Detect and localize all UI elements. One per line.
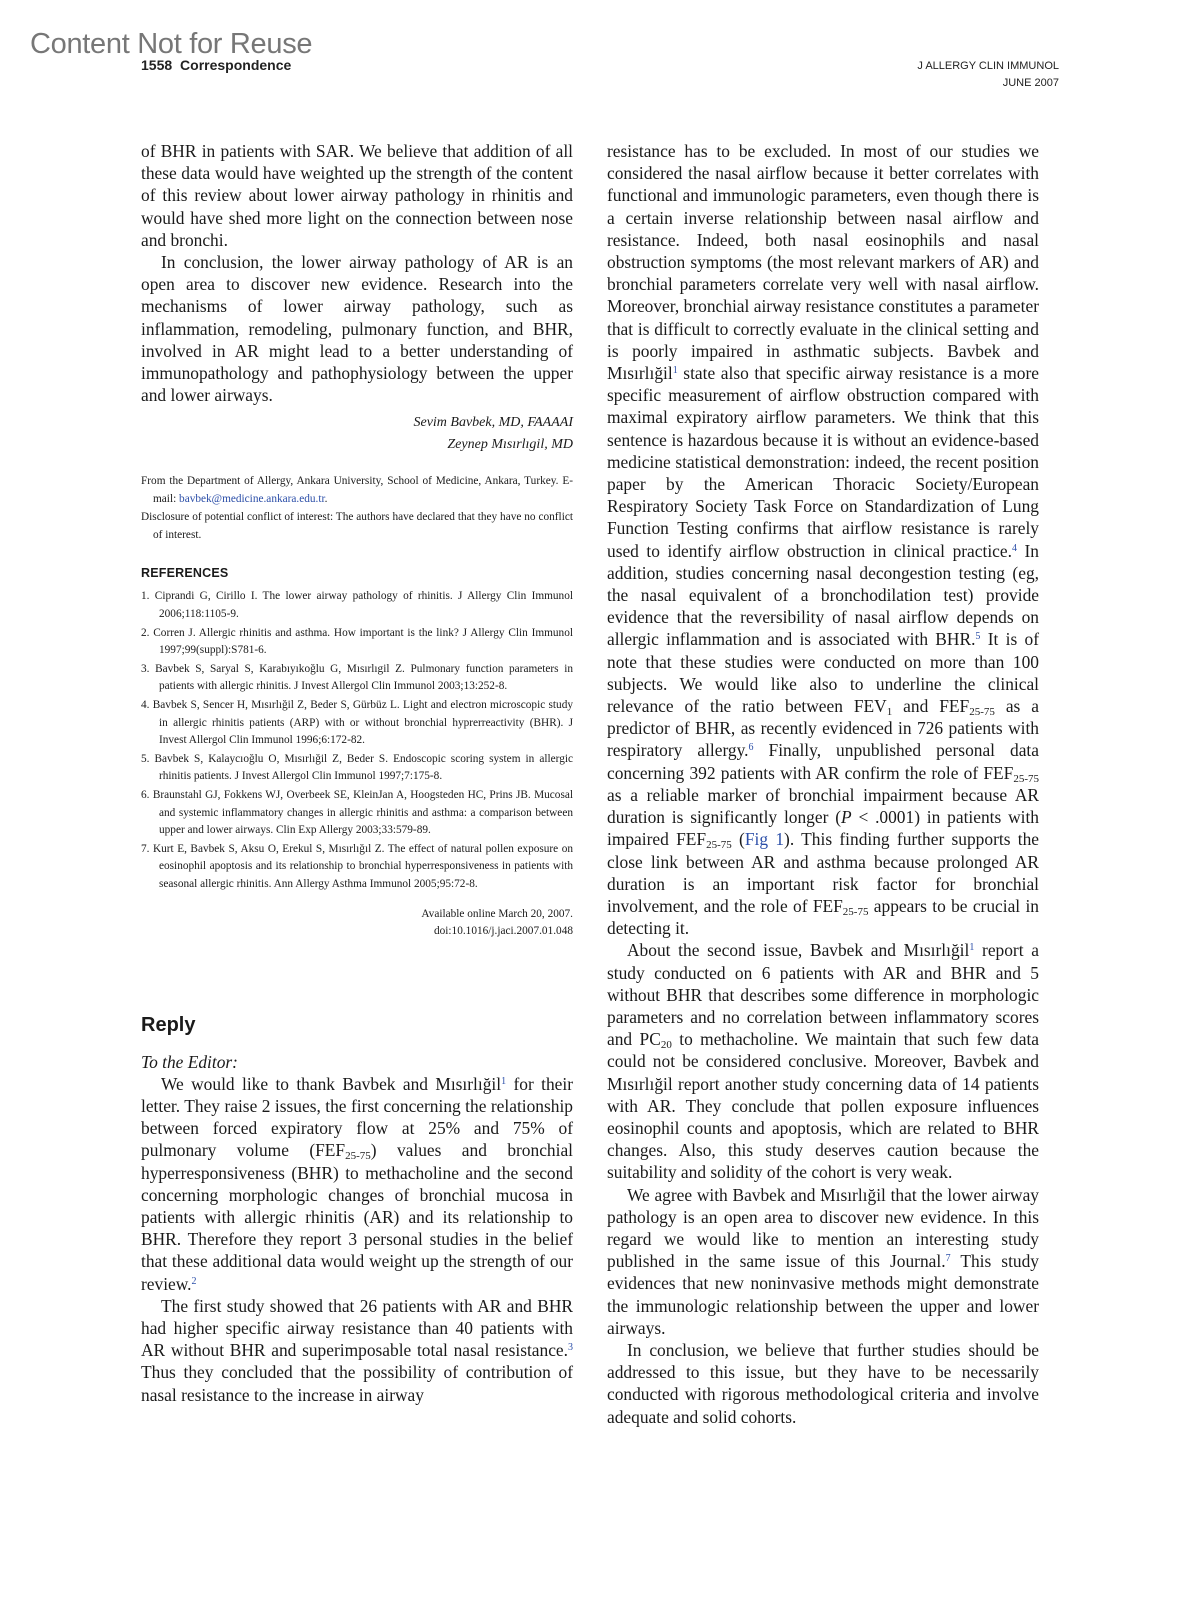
reference-item: 6. Braunstahl GJ, Fokkens WJ, Overbeek SE, KleinJan A, Hoogsteden HC, Prins JB. Mucosal and systemic inflammatory changes in allergic rhinitis and asthma: a comparison between upper and lower airways. Clin Exp Allergy 2003;33:579-89. bbox=[141, 788, 573, 837]
author-email-link[interactable]: bavbek@medicine.ankara.edu.tr bbox=[179, 493, 325, 506]
letter-paragraph: of BHR in patients with SAR. We believe that addition of all these data would have weighted up the strength of the content of this review about lower airway pathology in rhinitis and would have shed more light on the connection between nose and bronchi. bbox=[141, 141, 573, 250]
left-column bbox=[141, 140, 573, 1406]
salutation: To the Editor: bbox=[141, 1051, 238, 1072]
figure-link[interactable]: Fig 1 bbox=[744, 829, 785, 850]
doi: doi:10.1016/j.jaci.2007.01.048 bbox=[433, 924, 573, 937]
reference-item: 4. Bavbek S, Sencer H, Mısırlığil Z, Beder S, Gürbüz L. Light and electron microscopic study in allergic rhinitis patients (ARP) with or without bronchial hyprerreactivity (BHR). J Invest Allergol Clin Immunol 1996;6:172-82. bbox=[141, 699, 573, 747]
citation-link[interactable]: 6 bbox=[748, 742, 754, 754]
section-name: Correspondence bbox=[180, 57, 292, 73]
reply-paragraph: The first study showed that 26 patients with AR and BHR had higher specific airway resistance than 40 patients with AR without BHR and superimposable total nasal resistance.$^3$ Thus they concluded that the possibility of contribution of nasal resistance to the increase in airway bbox=[141, 1295, 573, 1405]
citation-link[interactable]: 5 bbox=[975, 631, 981, 643]
letter-signature bbox=[141, 412, 573, 456]
references-heading: REFERENCES bbox=[141, 566, 229, 581]
available-online: Available online March 20, 2007. bbox=[421, 907, 573, 920]
citation-link[interactable]: 1 bbox=[501, 1075, 507, 1087]
reference-item: 3. Bavbek S, Saryal S, Karabıyıkoğlu G, Mısırlıgil Z. Pulmonary function parameters in patients with allergic rhinitis. J Invest Allergol Clin Immunol 2003;13:252-8. bbox=[141, 662, 573, 693]
issue-date: JUNE 2007 bbox=[1002, 77, 1059, 89]
reply-paragraph: In conclusion, we believe that further studies should be addressed to this issue, but they have to be necessarily conducted with rigorous methodological criteria and involve adequate and solid cohorts. bbox=[607, 1339, 1039, 1427]
right-column bbox=[607, 140, 1039, 1428]
reply-paragraph: resistance has to be excluded. In most of our studies we considered the nasal airflow because it better correlates with functional and immunologic parameters, even though there is a certain inverse relationship between nasal airflow and resistance. Indeed, both nasal eosinophils and nasal obstruction symptoms (the most relevant markers of AR) and bronchial parameters correlate very well with nasal airflow. Moreover, bronchial airway resistance constitutes a parameter that is difficult to correctly evaluate in the clinical setting and is poorly impaired in asthmatic subjects. Bavbek and Mısırlığil$^1$ state also that specific airway resistance is a more specific measurement of airflow obstruction compared with maximal expiratory airflow parameters. We think that this sentence is hazardous because it is without an evidence-based medicine statistical demonstration: indeed, the recent position paper by the American Thoracic Society/European Respiratory Society Task Force on Standardization of Lung Function Testing confirms that airflow resistance is rarely used to identify airflow obstruction in clinical practice.$^4$ In addition, studies concerning nasal decongestion testing (eg, the nasal equivalent of a bronchodilation test) provide evidence that the reversibility of nasal airflow depends on allergic inflammation and is associated with BHR.$^5$ It is of note that these studies were conducted on more than 100 subjects. We would like also to underline the clinical relevance of the ratio between $FEV_1$ and $FEF_{25-75}$ as a predictor of BHR, as recently evidenced in 726 patients with respiratory allergy.$^6$ Finally, unpublished personal data concerning 392 patients with AR confirm the role of $FEF_{25-75}$ as a reliable marker of bronchial impairment because AR duration is significantly longer (P < .0001) in patients with impaired $FEF_{25-75}$ (Fig 1). This finding further supports the close link between AR and asthma because prolonged AR duration is an important risk factor for bronchial involvement, and the role of $FEF_{25-75}$ appears to be crucial in detecting it. bbox=[607, 141, 1040, 939]
reply-paragraph: We would like to thank Bavbek and Mısırlığil$^1$ for their letter. They raise 2 issues, the first concerning the relationship between forced expiratory flow at 25% and 75% of pulmonary volume $(FEF_{25-75})$ values and bronchial hyperresponsiveness (BHR) to methacholine and the second concerning morphologic changes of bronchial mucosa in patients with allergic rhinitis (AR) and its relationship to BHR. Therefore they report 3 personal studies in the belief that these additional data would weight up the strength of our review.$^2$ bbox=[141, 1073, 573, 1294]
affiliation: From the Department of Allergy, Ankara University, School of Medicine, Ankara, Turkey. E-mail: bavbek@medicine.ankara.edu.tr. bbox=[141, 475, 573, 506]
reply-heading: Reply bbox=[141, 1013, 196, 1036]
reply-paragraph: We agree with Bavbek and Mısırlığil that the lower airway pathology is an open area to discover new evidence. In this regard we would like to mention an interesting study published in the same issue of this Journal.$^7$ This study evidences that new noninvasive methods might demonstrate the immunologic relationship between the upper and lower airways. bbox=[607, 1184, 1039, 1338]
citation-link[interactable]: 7 bbox=[945, 1253, 951, 1265]
affiliation-block bbox=[141, 472, 573, 544]
reference-item: 2. Corren J. Allergic rhinitis and asthma. How important is the link? J Allergy Clin Immunol 1997;99(suppl):S781-6. bbox=[141, 626, 573, 657]
reply-paragraph: About the second issue, Bavbek and Mısırlığil$^1$ report a study conducted on 6 patients with AR and BHR and 5 without BHR that describes some difference in morphologic parameters and no correlation between inflammatory scores and $PC_{20}$ to methacholine. We maintain that such few data could not be considered conclusive. Moreover, Bavbek and Mısırlığil report another study concerning data of 14 patients with AR. They conclude that pollen exposure influences eosinophil counts and apoptosis, which are related to BHR changes. Also, this study deserves caution because the suitability and solidity of the cohort is very weak. bbox=[607, 940, 1039, 1183]
watermark: Content Not for Reuse bbox=[30, 28, 313, 60]
reference-item: 7. Kurt E, Bavbek S, Aksu O, Erekul S, Mısırlığıl Z. The effect of natural pollen exposure on eosinophil apoptosis and its relationship to bronchial hyperresponsiveness in patients with seasonal allergic rhinitis. Ann Allergy Asthma Immunol 2005;95:72-8. bbox=[141, 842, 573, 890]
reference-item: 1. Ciprandi G, Cirillo I. The lower airway pathology of rhinitis. J Allergy Clin Immunol 2006;118:1105-9. bbox=[141, 590, 573, 621]
disclosure: Disclosure of potential conflict of interest: The authors have declared that they have no conflict of interest. bbox=[141, 511, 573, 542]
citation-link[interactable]: 4 bbox=[1011, 542, 1017, 554]
running-header-right bbox=[917, 58, 1059, 92]
publication-info bbox=[141, 906, 573, 940]
reference-item: 5. Bavbek S, Kalaycıoğlu O, Mısırlığil Z, Beder S. Endoscopic scoring system in allergic rhinitis patients. J Invest Allergol Clin Immunol 1997;7:175-8. bbox=[141, 752, 573, 783]
citation-link[interactable]: 3 bbox=[568, 1342, 573, 1354]
reference-list bbox=[141, 588, 573, 893]
journal-name: J ALLERGY CLIN IMMUNOL bbox=[917, 60, 1059, 72]
page-number: 1558 bbox=[141, 57, 173, 73]
letter-paragraph: In conclusion, the lower airway pathology of AR is an open area to discover new evidence. Research into the mechanisms of lower airway pathology, such as inflammation, remodeling, pulmonary function, and BHR, involved in AR might lead to a better understanding of immunopathology and pathophysiology between the upper and lower airways. bbox=[141, 252, 573, 406]
citation-link[interactable]: 2 bbox=[191, 1275, 197, 1287]
author-name: Sevim Bavbek, MD, FAAAAI bbox=[413, 415, 573, 431]
citation-link[interactable]: 1 bbox=[672, 365, 678, 377]
author-name: Zeynep Mısırlıgil, MD bbox=[447, 437, 573, 453]
citation-link[interactable]: 1 bbox=[969, 942, 975, 954]
running-header-left bbox=[141, 57, 291, 73]
